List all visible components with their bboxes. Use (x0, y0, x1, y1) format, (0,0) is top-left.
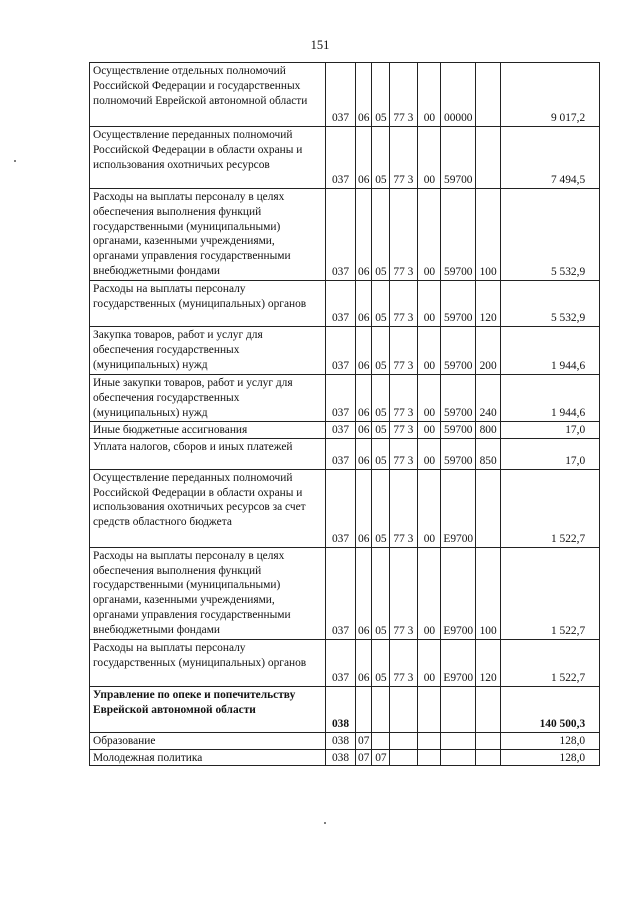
subprogram-code-cell: 00 (418, 438, 441, 469)
ministry-code-cell: 037 (326, 63, 356, 127)
direction-code-cell (441, 686, 476, 732)
expense-type-code-cell: 240 (476, 375, 501, 422)
expense-type-code-cell: 200 (476, 327, 501, 375)
program-code-cell: 77 3 (390, 63, 418, 127)
ministry-code-cell: 037 (326, 281, 356, 327)
row-name-cell: Образование (90, 732, 326, 749)
table-body (90, 63, 600, 766)
subsection-code-cell: 05 (372, 327, 390, 375)
section-code-cell: 06 (356, 127, 372, 189)
subprogram-code-cell (418, 749, 441, 766)
budget-table (89, 62, 600, 766)
table-row (90, 749, 600, 766)
program-code-cell: 77 3 (390, 469, 418, 547)
program-code-cell: 77 3 (390, 422, 418, 439)
program-code-cell: 77 3 (390, 189, 418, 281)
ministry-code-cell: 038 (326, 732, 356, 749)
direction-code-cell: 59700 (441, 422, 476, 439)
subprogram-code-cell: 00 (418, 422, 441, 439)
subsection-code-cell: 05 (372, 189, 390, 281)
section-code-cell: 06 (356, 375, 372, 422)
section-code-cell: 06 (356, 63, 372, 127)
amount-cell: 140 500,3 (501, 686, 600, 732)
ministry-code-cell: 037 (326, 469, 356, 547)
ministry-code-cell: 037 (326, 438, 356, 469)
direction-code-cell: 59700 (441, 189, 476, 281)
direction-code-cell: E9700 (441, 469, 476, 547)
amount-cell: 17,0 (501, 438, 600, 469)
expense-type-code-cell (476, 63, 501, 127)
amount-cell: 5 532,9 (501, 281, 600, 327)
row-name-cell: Иные бюджетные ассигнования (90, 422, 326, 439)
subsection-code-cell: 05 (372, 63, 390, 127)
section-code-cell: 06 (356, 469, 372, 547)
amount-cell: 1 944,6 (501, 327, 600, 375)
table-row (90, 547, 600, 639)
table-row (90, 422, 600, 439)
subprogram-code-cell: 00 (418, 189, 441, 281)
direction-code-cell: E9700 (441, 547, 476, 639)
amount-cell: 128,0 (501, 732, 600, 749)
section-code-cell: 06 (356, 189, 372, 281)
direction-code-cell: 59700 (441, 127, 476, 189)
row-name-cell: Иные закупки товаров, работ и услуг для обеспечения государственных (муниципальных) нужд (90, 375, 326, 422)
program-code-cell: 77 3 (390, 438, 418, 469)
subsection-code-cell: 05 (372, 422, 390, 439)
subsection-code-cell: 05 (372, 438, 390, 469)
subprogram-code-cell: 00 (418, 469, 441, 547)
program-code-cell: 77 3 (390, 281, 418, 327)
program-code-cell (390, 686, 418, 732)
row-name-cell: Расходы на выплаты персоналу в целях обеспечения выполнения функций государственными (муниципальными) органами, казенными учреждениями, органами управления государственными внебюджетными фондами (90, 547, 326, 639)
expense-type-code-cell: 800 (476, 422, 501, 439)
amount-cell: 5 532,9 (501, 189, 600, 281)
row-name-cell: Управление по опеке и попечительству Еврейской автономной области (90, 686, 326, 732)
expense-type-code-cell: 850 (476, 438, 501, 469)
ministry-code-cell: 037 (326, 639, 356, 686)
direction-code-cell: 59700 (441, 327, 476, 375)
scan-speck (324, 822, 326, 824)
program-code-cell (390, 749, 418, 766)
expense-type-code-cell: 100 (476, 547, 501, 639)
subsection-code-cell (372, 686, 390, 732)
amount-cell: 17,0 (501, 422, 600, 439)
table-row (90, 686, 600, 732)
section-code-cell: 06 (356, 422, 372, 439)
direction-code-cell: E9700 (441, 639, 476, 686)
row-name-cell: Молодежная политика (90, 749, 326, 766)
table-row (90, 732, 600, 749)
subprogram-code-cell: 00 (418, 547, 441, 639)
ministry-code-cell: 037 (326, 547, 356, 639)
subsection-code-cell: 05 (372, 547, 390, 639)
expense-type-code-cell: 120 (476, 281, 501, 327)
row-name-cell: Осуществление переданных полномочий Российской Федерации в области охраны и использования охотничьих ресурсов за счет средств областного бюджета (90, 469, 326, 547)
row-name-cell: Расходы на выплаты персоналу государственных (муниципальных) органов (90, 281, 326, 327)
subprogram-code-cell: 00 (418, 327, 441, 375)
ministry-code-cell: 037 (326, 127, 356, 189)
amount-cell: 128,0 (501, 749, 600, 766)
subsection-code-cell: 05 (372, 375, 390, 422)
direction-code-cell: 59700 (441, 375, 476, 422)
table-row (90, 375, 600, 422)
ministry-code-cell: 037 (326, 327, 356, 375)
row-name-cell: Осуществление отдельных полномочий Российской Федерации и государственных полномочий Еврейской автономной области (90, 63, 326, 127)
table-row (90, 63, 600, 127)
table-row (90, 327, 600, 375)
row-name-cell: Уплата налогов, сборов и иных платежей (90, 438, 326, 469)
amount-cell: 1 944,6 (501, 375, 600, 422)
amount-cell: 9 017,2 (501, 63, 600, 127)
program-code-cell: 77 3 (390, 547, 418, 639)
subprogram-code-cell: 00 (418, 639, 441, 686)
ministry-code-cell: 038 (326, 686, 356, 732)
subsection-code-cell: 05 (372, 469, 390, 547)
table-row (90, 189, 600, 281)
subprogram-code-cell (418, 686, 441, 732)
expense-type-code-cell: 100 (476, 189, 501, 281)
ministry-code-cell: 037 (326, 375, 356, 422)
section-code-cell: 06 (356, 438, 372, 469)
table-row (90, 438, 600, 469)
program-code-cell: 77 3 (390, 639, 418, 686)
expense-type-code-cell (476, 732, 501, 749)
subsection-code-cell: 07 (372, 749, 390, 766)
program-code-cell: 77 3 (390, 375, 418, 422)
table-row (90, 281, 600, 327)
expense-type-code-cell (476, 749, 501, 766)
subsection-code-cell (372, 732, 390, 749)
ministry-code-cell: 037 (326, 189, 356, 281)
section-code-cell: 06 (356, 281, 372, 327)
direction-code-cell (441, 749, 476, 766)
table-row (90, 639, 600, 686)
row-name-cell: Осуществление переданных полномочий Российской Федерации в области охраны и использования охотничьих ресурсов (90, 127, 326, 189)
scan-speck (14, 160, 16, 162)
direction-code-cell: 59700 (441, 438, 476, 469)
program-code-cell: 77 3 (390, 127, 418, 189)
amount-cell: 7 494,5 (501, 127, 600, 189)
table-row (90, 127, 600, 189)
section-code-cell: 06 (356, 639, 372, 686)
program-code-cell: 77 3 (390, 327, 418, 375)
subprogram-code-cell (418, 732, 441, 749)
section-code-cell: 07 (356, 749, 372, 766)
direction-code-cell (441, 732, 476, 749)
row-name-cell: Расходы на выплаты персоналу в целях обеспечения выполнения функций государственными (муниципальными) органами, казенными учреждениями, органами управления государственными внебюджетными фондами (90, 189, 326, 281)
row-name-cell: Закупка товаров, работ и услуг для обеспечения государственных (муниципальных) нужд (90, 327, 326, 375)
subsection-code-cell: 05 (372, 127, 390, 189)
ministry-code-cell: 037 (326, 422, 356, 439)
subsection-code-cell: 05 (372, 281, 390, 327)
subprogram-code-cell: 00 (418, 375, 441, 422)
subprogram-code-cell: 00 (418, 281, 441, 327)
amount-cell: 1 522,7 (501, 469, 600, 547)
subprogram-code-cell: 00 (418, 63, 441, 127)
row-name-cell: Расходы на выплаты персоналу государственных (муниципальных) органов (90, 639, 326, 686)
expense-type-code-cell: 120 (476, 639, 501, 686)
subsection-code-cell: 05 (372, 639, 390, 686)
direction-code-cell: 59700 (441, 281, 476, 327)
ministry-code-cell: 038 (326, 749, 356, 766)
expense-type-code-cell (476, 469, 501, 547)
section-code-cell: 07 (356, 732, 372, 749)
direction-code-cell: 00000 (441, 63, 476, 127)
subprogram-code-cell: 00 (418, 127, 441, 189)
section-code-cell: 06 (356, 547, 372, 639)
section-code-cell: 06 (356, 327, 372, 375)
section-code-cell (356, 686, 372, 732)
amount-cell: 1 522,7 (501, 547, 600, 639)
program-code-cell (390, 732, 418, 749)
expense-type-code-cell (476, 127, 501, 189)
expense-type-code-cell (476, 686, 501, 732)
table-row (90, 469, 600, 547)
amount-cell: 1 522,7 (501, 639, 600, 686)
page-number: 151 (310, 38, 330, 52)
